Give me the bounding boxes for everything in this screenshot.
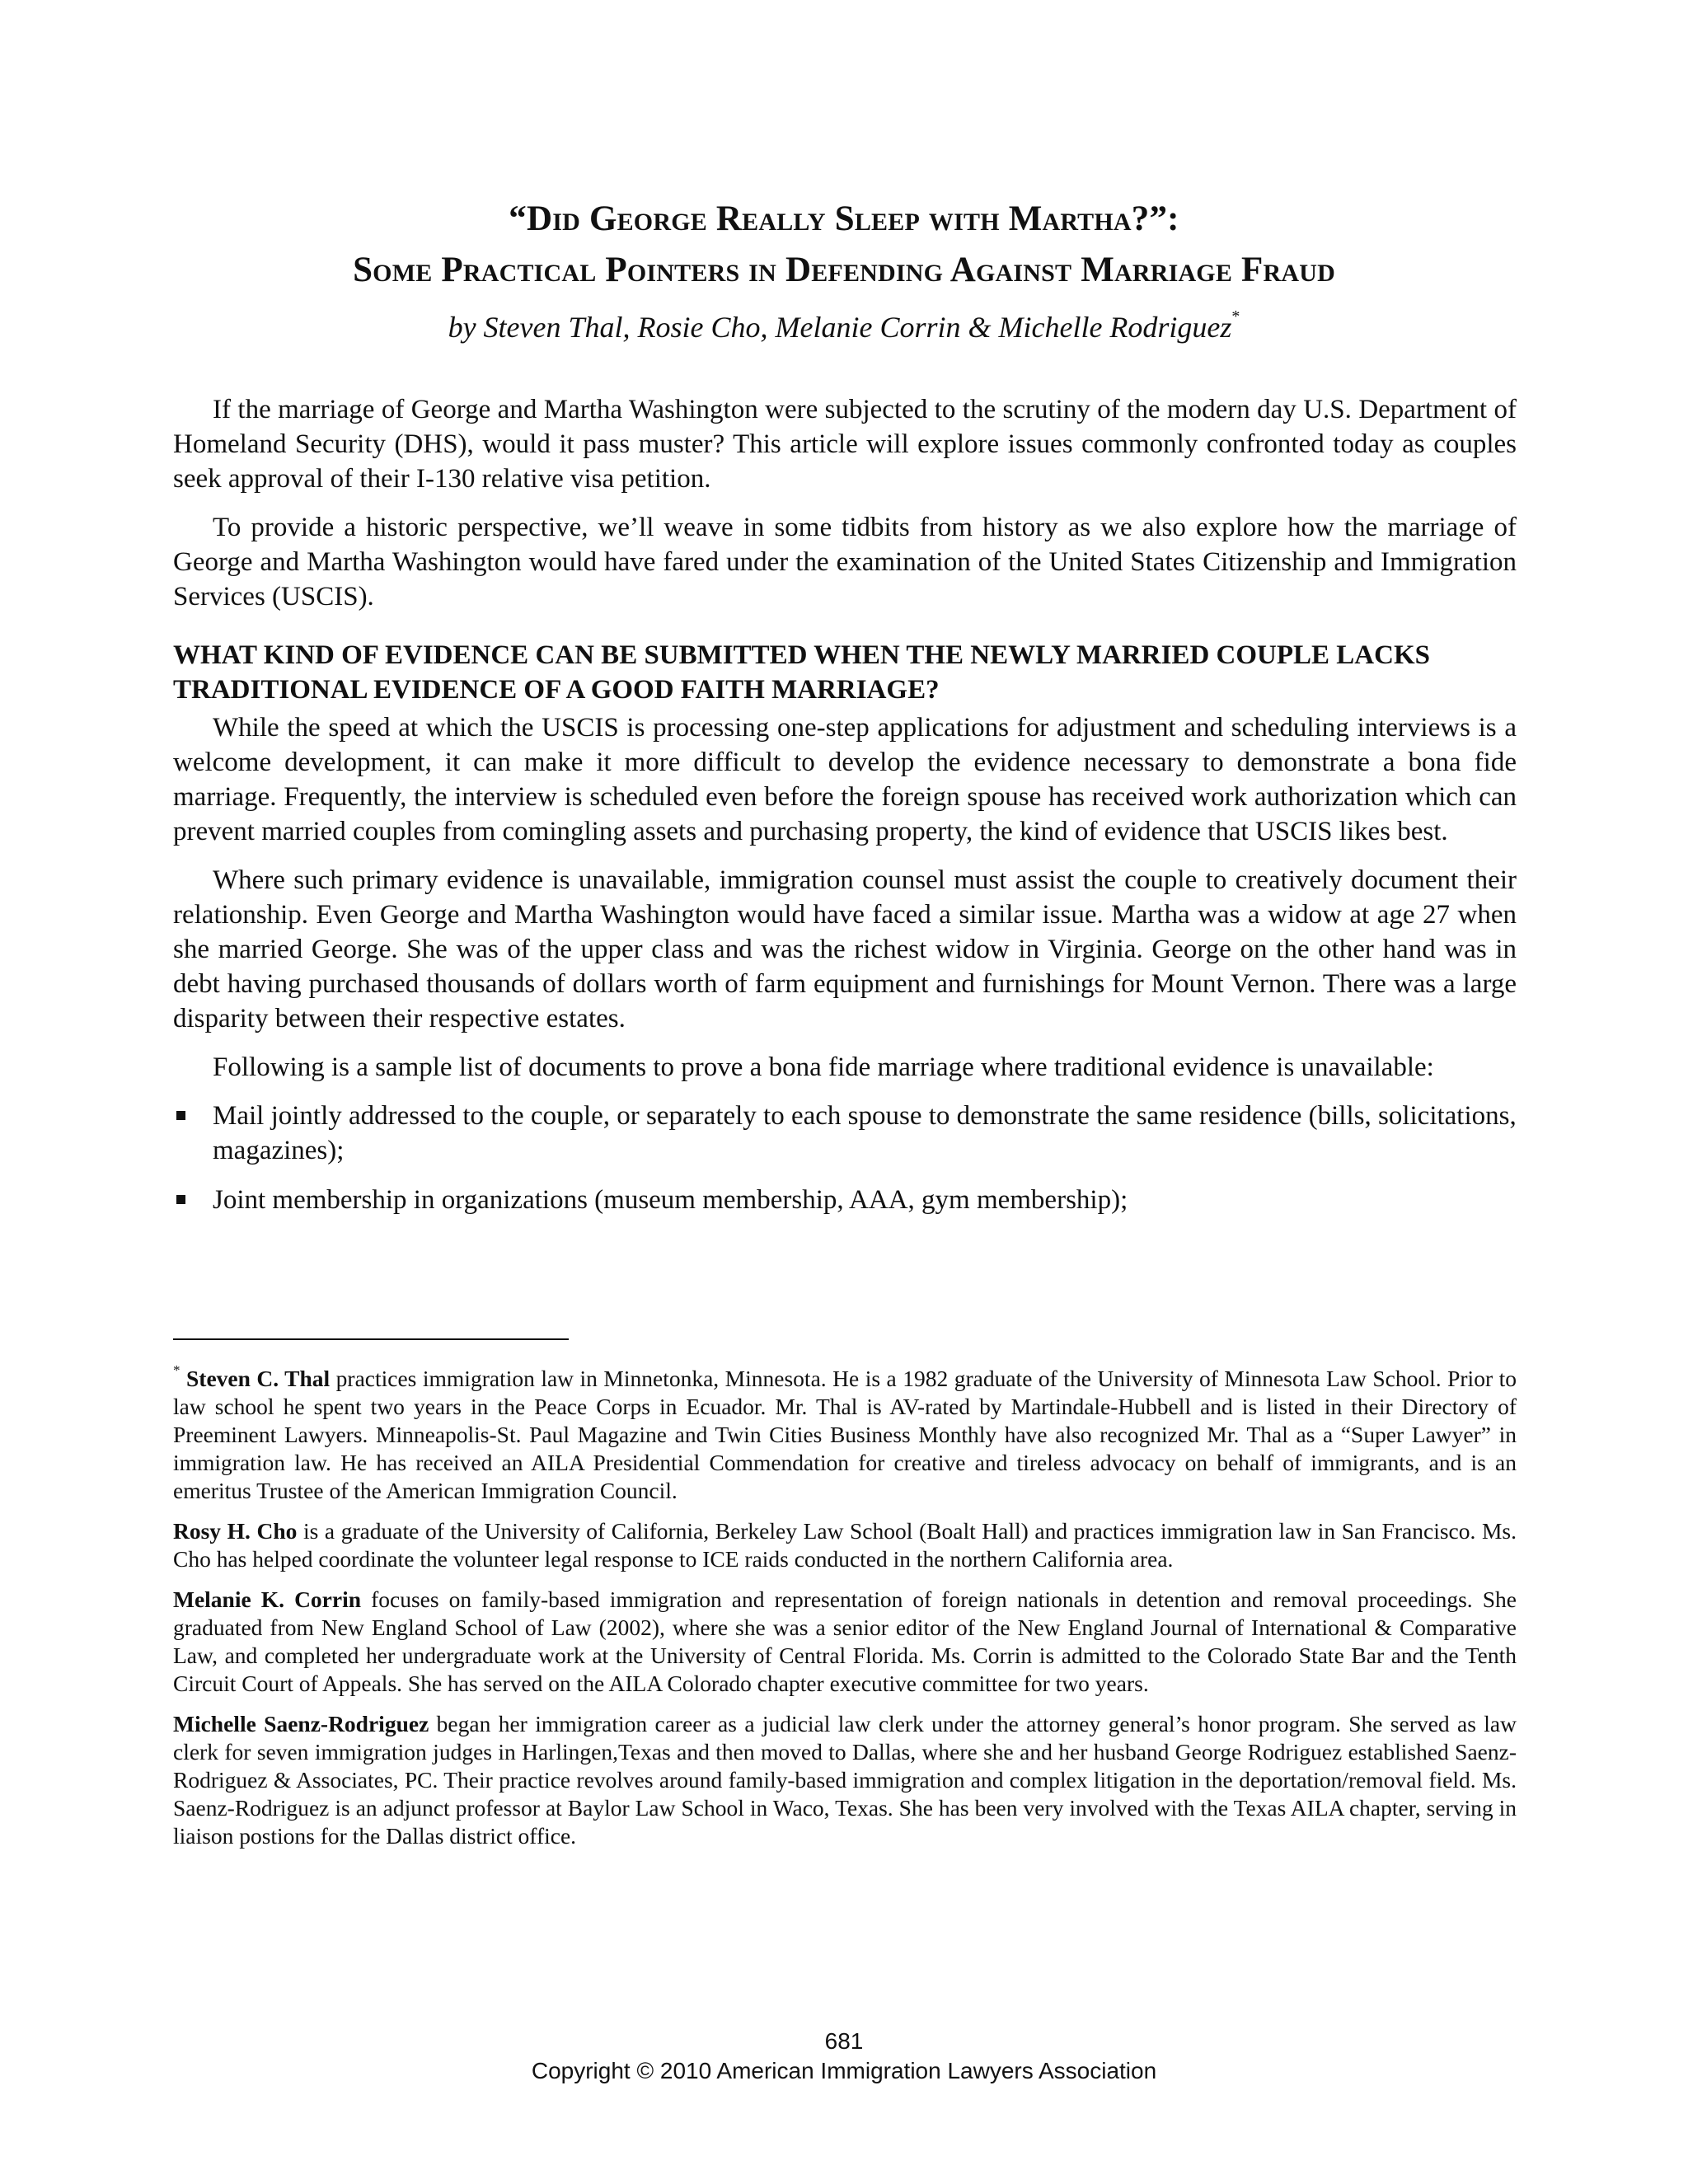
author-bio: began her immigration career as a judicial law clerk under the attorney general’s honor program. She served as law clerk for seven immigration judges in Harlingen,Texas and then moved to Dallas, where she and her husband George Rodriguez established Saenz-Rodriguez & Associates, PC. Their practice revolves around family-based immigration and complex litigation in the deportation/removal field. Ms. Saenz-Rodriguez is an adjunct professor at Baylor Law School in Waco, Texas. She has been very involved with the Texas AILA chapter, serving in liaison postions for the Dallas district office. [173, 1711, 1517, 1849]
footnote-corrin [173, 1586, 1517, 1698]
footnote-rodriguez [173, 1710, 1517, 1850]
footnote-marker: * [173, 1362, 181, 1378]
author-bio: focuses on family-based immigration and representation of foreign nationals in detention and removal proceedings. She graduated from New England School of Law (2002), where she was a senior editor of the New England Journal of International & Comparative Law, and completed her undergraduate work at the University of Central Florida. Ms. Corrin is admitted to the Colorado State Bar and the Tenth Circuit Court of Appeals. She has served on the AILA Colorado chapter executive committee for two years. [173, 1586, 1517, 1697]
footnote-divider [173, 1338, 569, 1340]
footnotes [173, 1360, 1517, 1863]
square-bullet-icon [176, 1195, 185, 1204]
title-line-2: Some Practical Pointers in Defending Against Marriage Fraud [353, 251, 1335, 289]
page-number: 681 [824, 2028, 864, 2054]
author-name: Steven C. Thal [186, 1366, 331, 1392]
author-name: Melanie K. Corrin [173, 1586, 362, 1613]
section-heading: WHAT KIND OF EVIDENCE CAN BE SUBMITTED WHEN THE NEWLY MARRIED COUPLE LACKS TRADITIONAL EVIDENCE OF A GOOD FAITH MARRIAGE? [173, 640, 1430, 705]
title-line-1: “Did George Really Sleep with Martha?”: [509, 199, 1179, 238]
intro-paragraph-2: To provide a historic perspective, we’ll weave in some tidbits from history as we also explore how the marriage of George and Martha Washington would have fared under the examination of the United States Citizenship and Immigration Services (USCIS). [173, 513, 1517, 612]
copyright-notice: Copyright © 2010 American Immigration Lawyers Association [531, 2058, 1157, 2083]
author-bio: is a graduate of the University of California, Berkeley Law School (Boalt Hall) and practices immigration law in San Francisco. Ms. Cho has helped coordinate the volunteer legal response to ICE raids conducted in the northern California area. [173, 1518, 1517, 1572]
section-paragraph-1: While the speed at which the USCIS is processing one-step applications for adjustment and scheduling interviews is a welcome development, it can make it more difficult to develop the evidence necessary to demonstrate a bona fide marriage. Frequently, the interview is scheduled even before the foreign spouse has received work authorization which can prevent married couples from comingling assets and purchasing property, the kind of evidence that USCIS likes best. [173, 713, 1517, 846]
square-bullet-icon [176, 1111, 185, 1120]
byline-footnote-marker[interactable]: * [1231, 307, 1240, 326]
author-name: Rosy H. Cho [173, 1518, 298, 1544]
footnote-cho [173, 1517, 1517, 1573]
section-paragraph-3: Following is a sample list of documents to prove a bona fide marriage where traditional evidence is unavailable: [213, 1052, 1434, 1082]
list-item [173, 1183, 1517, 1217]
list-item-text: Joint membership in organizations (museum membership, AAA, gym membership); [213, 1185, 1128, 1215]
section-paragraph-2: Where such primary evidence is unavailable, immigration counsel must assist the couple to creatively document their relationship. Even George and Martha Washington would have faced a similar issue. Martha was a widow at age 27 when she married George. She was of the upper class and was the richest widow in Virginia. George on the other hand was in debt having purchased thousands of dollars worth of farm equipment and furnishings for Mount Vernon. There was a large disparity between their respective estates. [173, 865, 1517, 1033]
list-item-text: Mail jointly addressed to the couple, or separately to each spouse to demonstrate the same residence (bills, solicitations, magazines); [213, 1101, 1517, 1165]
article-header [0, 194, 1688, 351]
intro-paragraph-1: If the marriage of George and Martha Washington were subjected to the scrutiny of the modern day U.S. Department of Homeland Security (DHS), would it pass muster? This article will explore issues commonly confronted today as couples seek approval of their I-130 relative visa petition. [173, 395, 1517, 494]
footnote-thal [173, 1360, 1517, 1505]
list-item [173, 1099, 1517, 1168]
evidence-list [173, 1099, 1517, 1217]
author-name: Michelle Saenz-Rodriguez [173, 1711, 429, 1737]
article-body [173, 392, 1517, 1232]
byline-text: by Steven Thal, Rosie Cho, Melanie Corrin & Michelle Rodriguez [448, 311, 1232, 344]
author-bio: practices immigration law in Minnetonka, Minnesota. He is a 1982 graduate of the University of Minnesota Law School. Prior to law school he spent two years in the Peace Corps in Ecuador. Mr. Thal is AV-rated by Martindale-Hubbell and is listed in their Directory of Preeminent Lawyers. Minneapolis-St. Paul Magazine and Twin Cities Business Monthly have also recognized Mr. Thal as a “Super Lawyer” in immigration law. He has received an AILA Presidential Commendation for creative and tireless advocacy on behalf of immigrants, and is an emeritus Trustee of the American Immigration Council. [173, 1366, 1517, 1504]
byline [0, 298, 1688, 351]
